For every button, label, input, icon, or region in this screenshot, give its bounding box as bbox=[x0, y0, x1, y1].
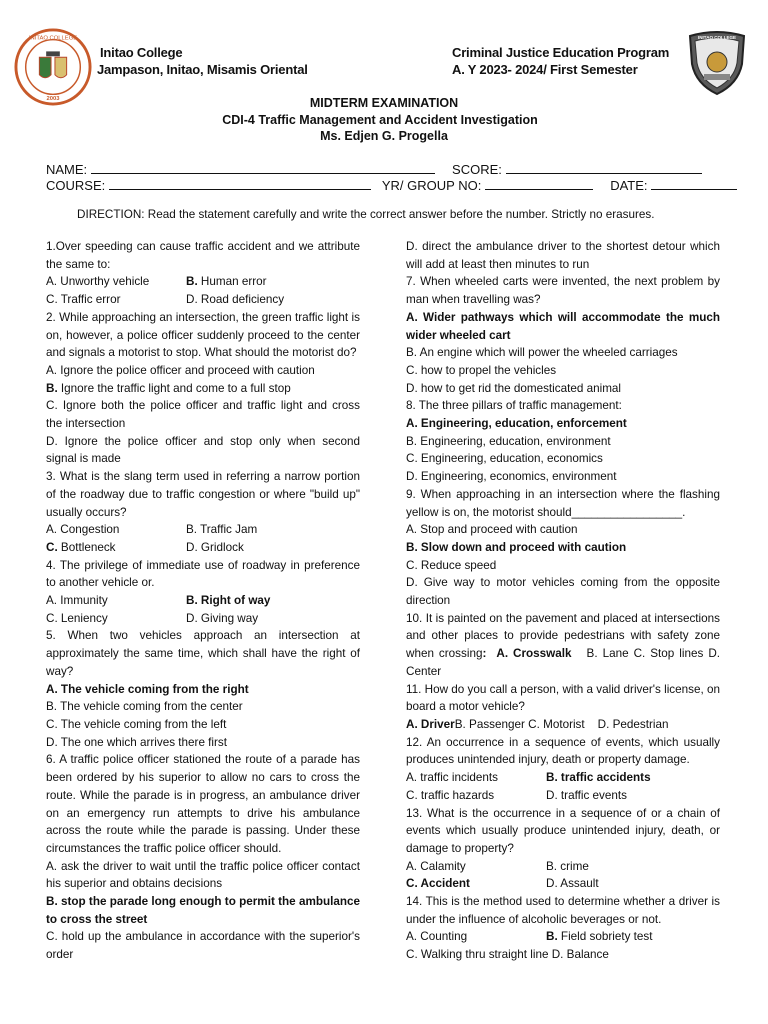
option-d: D. Road deficiency bbox=[186, 293, 285, 307]
options-row bbox=[406, 716, 720, 734]
question-8: 8. The three pillars of traffic management: bbox=[406, 399, 622, 413]
svg-text:2003: 2003 bbox=[46, 96, 60, 103]
options-rest: B. Passenger C. Motorist D. Pedestrian bbox=[454, 717, 669, 731]
option-c: C. Traffic error bbox=[46, 293, 121, 307]
score-field-line[interactable] bbox=[506, 161, 702, 174]
college-name-address bbox=[97, 44, 308, 78]
course-title: CDI-4 Traffic Management and Accident Investigation bbox=[222, 112, 538, 127]
question-13: 13. What is the occurrence in a sequence of or a chain of events which usually produce unintended injury, death, or damage to property? bbox=[406, 806, 720, 855]
option-d: D. Giving way bbox=[186, 611, 259, 625]
name-field-line[interactable] bbox=[91, 161, 435, 174]
question-7: 7. When wheeled carts were invented, the next problem by man when travelling was? bbox=[406, 275, 720, 307]
score-label: SCORE: bbox=[452, 162, 502, 177]
options-row bbox=[406, 769, 720, 787]
svg-text:INITAO COLLEGE: INITAO COLLEGE bbox=[28, 35, 78, 42]
program-name: Criminal Justice Education Program bbox=[452, 45, 670, 60]
option-a: A. Calamity bbox=[406, 859, 466, 873]
course-group-date-row bbox=[46, 177, 737, 194]
option-b: B. Right of way bbox=[186, 594, 271, 608]
option-c: C. The vehicle coming from the left bbox=[46, 717, 227, 731]
exam-direction: DIRECTION: Read the statement carefully and write the correct answer before the number. Strictly no erasures. bbox=[77, 208, 655, 221]
name-label: NAME: bbox=[46, 162, 88, 177]
option-b: B. An engine which will power the wheeled carriages bbox=[406, 346, 678, 360]
option-a: A. Unworthy vehicle bbox=[46, 275, 150, 289]
option-c: C. Accident bbox=[406, 877, 470, 891]
option-a: A. Congestion bbox=[46, 523, 120, 537]
course-field-line[interactable] bbox=[109, 177, 371, 190]
option-d: D. Engineering, economics, environment bbox=[406, 470, 617, 484]
question-10: 10. It is painted on the pavement and placed at intersections and other places to provide pedestrians with safety zone when crossing: A. Crosswalk B. Lane C. Stop lines D. Center bbox=[406, 611, 721, 678]
option-c: C. hold up the ambulance in accordance with the superior's order bbox=[46, 930, 360, 962]
college-address: Jampason, Initao, Misamis Oriental bbox=[97, 62, 308, 77]
yr-group-field-line[interactable] bbox=[485, 177, 593, 190]
question-6: 6. A traffic police officer stationed the route of a parade has been ordered by his superior to allow no cars to cross the route. While the parade is in progress, an ambulance driver on an emergency run attempts to drive his ambulance across the route while the parade is passing. Under these circumstances the traffic police officer should. bbox=[46, 753, 360, 855]
academic-year: A. Y 2023- 2024/ First Semester bbox=[452, 62, 638, 77]
option-d: D. Assault bbox=[546, 877, 599, 891]
option-d: D. direct the ambulance driver to the shortest detour which will add at least then minutes to run bbox=[406, 240, 720, 271]
options-row bbox=[46, 273, 360, 291]
option-b: B. Ignore the traffic light and come to a full stop bbox=[46, 381, 291, 395]
question-1: 1.Over speeding can cause traffic accident and we attribute the same to: bbox=[46, 240, 360, 271]
option-a: A. Crosswalk bbox=[496, 647, 572, 661]
option-a: A. Wider pathways which will accommodate the much wider wheeled cart bbox=[406, 310, 720, 342]
options-row bbox=[46, 291, 360, 309]
options-row bbox=[406, 928, 720, 946]
instructor-name: Ms. Edjen G. Progella bbox=[320, 129, 448, 143]
options-row bbox=[46, 610, 360, 628]
option-d: D. Give way to motor vehicles coming from the opposite direction bbox=[406, 576, 720, 608]
option-c: C. Engineering, education, economics bbox=[406, 452, 603, 466]
option-c: C. Leniency bbox=[46, 611, 108, 625]
date-label: DATE: bbox=[610, 178, 648, 193]
option-a: A. Stop and proceed with caution bbox=[406, 523, 578, 537]
options-rest: B. Lane C. Stop lines D. Center bbox=[406, 647, 721, 678]
svg-text:INITAO COLLEGE: INITAO COLLEGE bbox=[698, 35, 736, 40]
option-b: B. crime bbox=[546, 859, 589, 873]
option-b: B. Traffic Jam bbox=[186, 523, 258, 537]
question-12: 12. An occurrence in a sequence of events, which usually produces unintended injury, death or property damage. bbox=[406, 735, 720, 767]
option-a: A. Immunity bbox=[46, 594, 108, 608]
question-2: 2. While approaching an intersection, the green traffic light is on, however, a police officer suddenly proceed to the center and signals a motorist to stop. What should the motorist do? bbox=[46, 310, 360, 360]
option-a: A. Engineering, education, enforcement bbox=[406, 417, 627, 431]
option-b: B. traffic accidents bbox=[546, 771, 651, 785]
options-row bbox=[406, 787, 720, 805]
exam-title: MIDTERM EXAMINATION bbox=[309, 96, 459, 110]
program-info bbox=[452, 44, 669, 78]
option-d: D. how to get rid the domesticated animal bbox=[406, 381, 622, 395]
option-a: A. traffic incidents bbox=[406, 771, 499, 785]
option-c: C. Walking thru straight line D. Balance bbox=[406, 948, 609, 962]
option-b: B. The vehicle coming from the center bbox=[46, 700, 243, 714]
option-d: D. Gridlock bbox=[186, 540, 244, 554]
options-row bbox=[46, 592, 360, 610]
option-b: B. Engineering, education, environment bbox=[406, 434, 611, 448]
date-field-line[interactable] bbox=[651, 177, 737, 190]
course-label: COURSE: bbox=[46, 178, 106, 193]
question-9: 9. When approaching in an intersection where the flashing yellow is on, the motorist should_________________. bbox=[406, 487, 720, 519]
option-b: B. Human error bbox=[186, 275, 267, 289]
option-b: B. Field sobriety test bbox=[546, 930, 653, 944]
option-a: A. The vehicle coming from the right bbox=[46, 682, 249, 696]
option-c: C. traffic hazards bbox=[406, 788, 495, 802]
questions-left-column bbox=[46, 238, 360, 964]
question-4: 4. The privilege of immediate use of roadway in preference to another vehicle or. bbox=[46, 558, 360, 590]
question-5: 5. When two vehicles approach an intersection at approximately the same time, which shall have the right of way? bbox=[46, 629, 360, 678]
option-a: A. Counting bbox=[406, 930, 468, 944]
option-a: A. Ignore the police officer and proceed with caution bbox=[46, 363, 315, 377]
option-a: A. Driver bbox=[406, 717, 455, 731]
options-row bbox=[46, 521, 360, 539]
question-11: 11. How do you call a person, with a valid driver's license, on board a motor vehicle? bbox=[406, 682, 720, 714]
name-score-row bbox=[46, 161, 702, 178]
questions-right-column bbox=[406, 238, 720, 964]
option-a: A. ask the driver to wait until the traffic police officer contact his superior and obtains decisions bbox=[46, 859, 360, 891]
options-row bbox=[46, 539, 360, 557]
option-d: D. traffic events bbox=[546, 788, 627, 802]
question-3: 3. What is the slang term used in referring a narrow portion of the roadway due to traffic congestion or where "build up" usually occurs? bbox=[46, 470, 360, 519]
option-c: C. Ignore both the police officer and traffic light and cross the intersection bbox=[46, 399, 360, 431]
option-c: C. Bottleneck bbox=[46, 540, 116, 554]
options-row bbox=[406, 875, 720, 893]
college-name: Initao College bbox=[100, 45, 183, 60]
option-b: B. stop the parade long enough to permit the ambulance to cross the street bbox=[46, 895, 360, 926]
option-d: D. Ignore the police officer and stop only when second signal is made bbox=[46, 434, 360, 466]
option-d: D. The one which arrives there first bbox=[46, 735, 228, 749]
option-c: C. Reduce speed bbox=[406, 558, 497, 572]
options-row bbox=[406, 858, 720, 876]
question-14: 14. This is the method used to determine whether a driver is under the influence of alcoholic beverages or not. bbox=[406, 895, 720, 926]
exam-title-block bbox=[0, 95, 768, 145]
option-c: C. how to propel the vehicles bbox=[406, 363, 557, 377]
option-b: B. Slow down and proceed with caution bbox=[406, 540, 627, 554]
program-shield-logo bbox=[686, 30, 748, 96]
yr-group-label: YR/ GROUP NO: bbox=[381, 178, 482, 193]
